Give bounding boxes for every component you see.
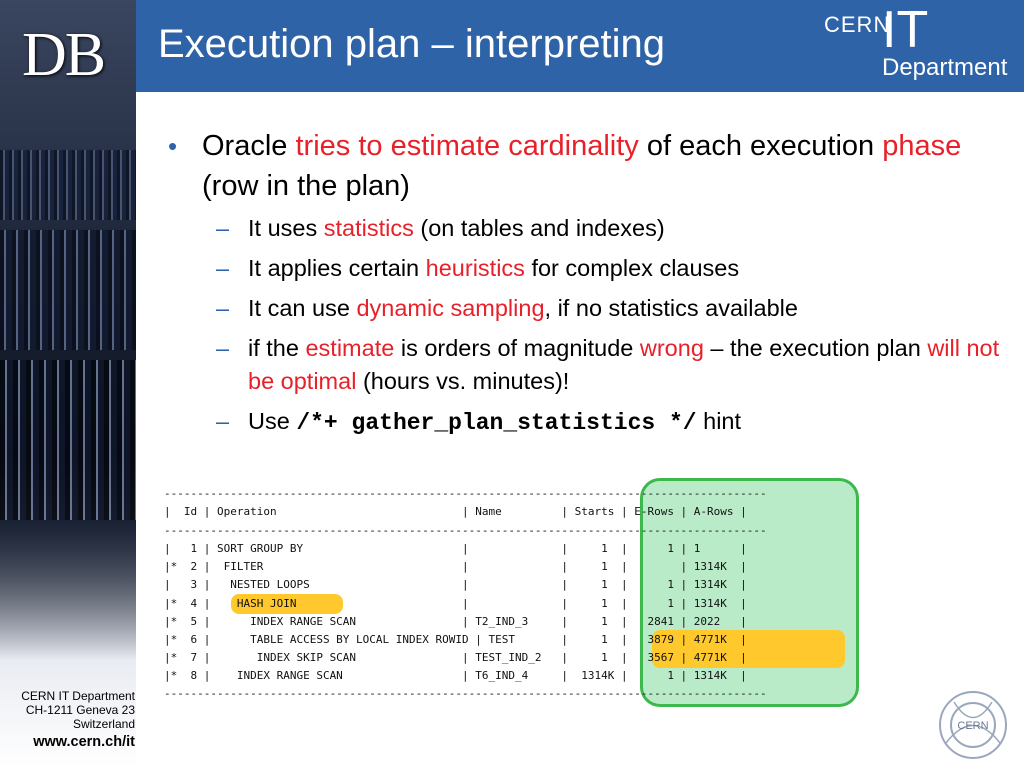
sub-bullet xyxy=(216,252,1010,285)
footer-address xyxy=(0,689,135,749)
brand-it: IT xyxy=(882,1,929,59)
sub-bullet-text: (on tables and indexes) xyxy=(413,215,665,241)
hint-code: /*+ gather_plan_statistics */ xyxy=(296,410,697,436)
cern-it-department-logo xyxy=(824,1,1014,86)
cern-logo-text: CERN xyxy=(957,720,989,732)
table-separator: ------------------------------------------------------------------------------------------- xyxy=(164,487,767,500)
sidebar-photo xyxy=(0,0,136,768)
sub-bullet-emphasis: statistics xyxy=(323,215,414,241)
sub-bullet xyxy=(216,332,1010,398)
table-header: | Id | Operation | Name | Starts | E-Rows | A-Rows | xyxy=(164,505,747,518)
sub-bullet-text: – the execution plan xyxy=(703,335,928,361)
footer-line: CH-1211 Geneva 23 xyxy=(25,703,135,717)
footer-line: Switzerland xyxy=(72,717,135,731)
server-rack-image xyxy=(0,230,136,350)
bullet-text: Oracle xyxy=(202,130,296,162)
footer-url-link[interactable]: www.cern.ch/it xyxy=(33,734,135,750)
sub-bullet-text: It uses xyxy=(248,215,324,241)
sub-bullet-text: if the xyxy=(248,335,306,361)
sub-bullet-emphasis: dynamic sampling xyxy=(356,295,545,321)
db-logo: DB xyxy=(22,21,105,89)
table-row: |* 6 | TABLE ACCESS BY LOCAL INDEX ROWID | TEST | 1 | 3879 | 4771K | xyxy=(164,633,747,646)
sub-bullet-emphasis: wrong xyxy=(639,335,704,361)
brand-department: Department xyxy=(882,54,1008,81)
slide-title: Execution plan – interpreting xyxy=(158,22,665,66)
dash-icon: – xyxy=(216,215,230,241)
sub-bullet-list xyxy=(160,212,1010,440)
sub-bullet-text: for complex clauses xyxy=(524,255,740,281)
sub-bullet-text: (hours vs. minutes)! xyxy=(356,368,570,394)
bullet-main xyxy=(160,126,1010,206)
bullet-dot-icon: • xyxy=(168,131,178,161)
table-row: |* 2 | FILTER | | 1 | | 1314K | xyxy=(164,560,747,573)
slide-content xyxy=(160,126,1010,447)
brand-cern: CERN xyxy=(824,12,891,37)
table-separator: ------------------------------------------------------------------------------------------- xyxy=(164,524,767,537)
sub-bullet-text: hint xyxy=(696,408,742,434)
table-separator: ------------------------------------------------------------------------------------------- xyxy=(164,687,767,700)
sub-bullet-emphasis: heuristics xyxy=(425,255,525,281)
sub-bullet xyxy=(216,405,1010,440)
sub-bullet-emphasis: will not be optimal xyxy=(248,335,1000,394)
sub-bullet-text: It can use xyxy=(248,295,357,321)
sub-bullet-text: is orders of magnitude xyxy=(394,335,640,361)
server-rack-image xyxy=(0,520,136,660)
title-bar xyxy=(136,0,1024,92)
server-rack-image xyxy=(0,360,136,520)
bullet-emphasis: phase xyxy=(882,130,962,162)
sub-bullet-emphasis: estimate xyxy=(305,335,395,361)
table-row: |* 8 | INDEX RANGE SCAN | T6_IND_4 | 1314K | 1 | 1314K | xyxy=(164,669,747,682)
bullet-text: of each execution xyxy=(638,130,883,162)
dash-icon: – xyxy=(216,408,230,434)
sub-bullet xyxy=(216,292,1010,325)
table-row: |* 7 | INDEX SKIP SCAN | TEST_IND_2 | 1 | 3567 | 4771K | xyxy=(164,651,747,664)
table-row: |* 4 | HASH JOIN | | 1 | 1 | 1314K | xyxy=(164,597,747,610)
dash-icon: – xyxy=(216,295,230,321)
dash-icon: – xyxy=(216,255,230,281)
sub-bullet-text: It applies certain xyxy=(248,255,426,281)
table-row: |* 5 | INDEX RANGE SCAN | T2_IND_3 | 1 | 2841 | 2022 | xyxy=(164,615,747,628)
server-rack-image xyxy=(0,150,136,220)
bullet-text: (row in the plan) xyxy=(202,170,410,202)
footer-line: CERN IT Department xyxy=(21,689,135,703)
bullet-emphasis: tries to estimate cardinality xyxy=(295,130,639,162)
sub-bullet xyxy=(216,212,1010,245)
dash-icon: – xyxy=(216,335,230,361)
sub-bullet-text: , if no statistics available xyxy=(544,295,798,321)
cern-logo-icon xyxy=(936,688,1010,762)
sub-bullet-text: Use xyxy=(248,408,297,434)
table-row: | 3 | NESTED LOOPS | | 1 | 1 | 1314K | xyxy=(164,578,747,591)
table-row: | 1 | SORT GROUP BY | | 1 | 1 | 1 | xyxy=(164,542,747,555)
